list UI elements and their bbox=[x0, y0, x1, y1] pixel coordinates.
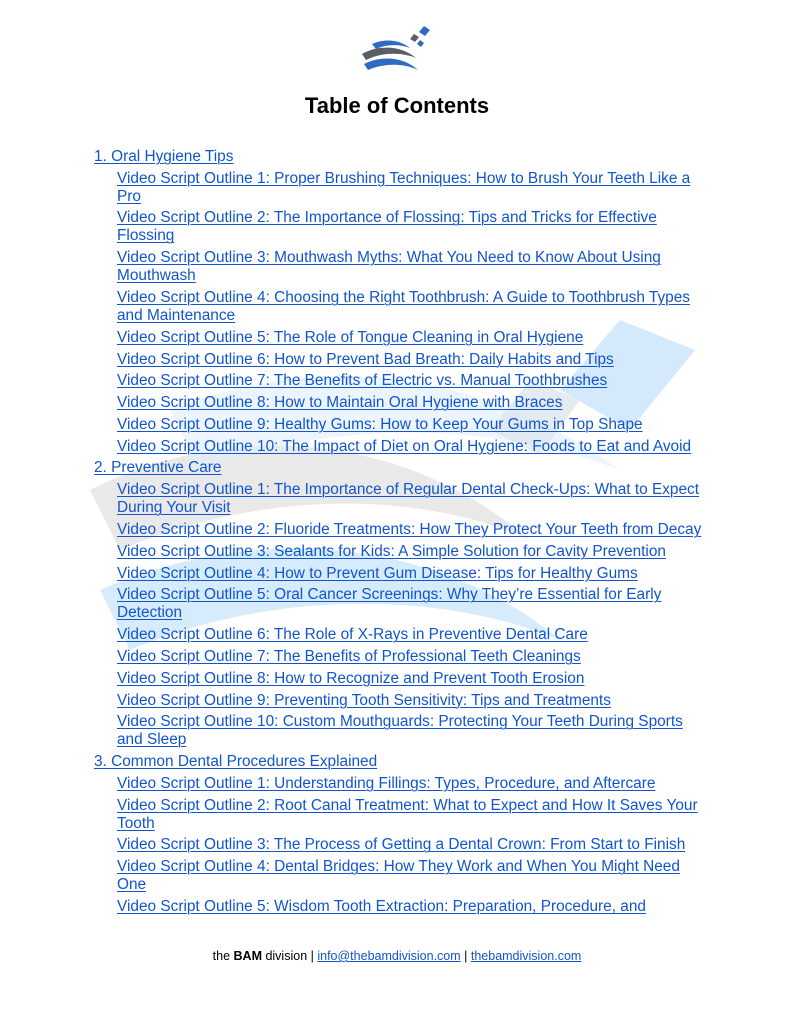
footer-brand-bold: BAM bbox=[233, 949, 262, 963]
toc-entry-link[interactable]: Video Script Outline 10: Custom Mouthguards: Protecting Your Teeth During Sports and Sleep bbox=[117, 713, 683, 749]
toc-entry-link[interactable]: Video Script Outline 6: How to Prevent Bad Breath: Daily Habits and Tips bbox=[117, 350, 614, 368]
toc-section-oral-hygiene bbox=[94, 146, 709, 458]
toc-entry-link[interactable]: Video Script Outline 2: Fluoride Treatments: How They Protect Your Teeth from Decay bbox=[117, 521, 702, 539]
toc-entry bbox=[94, 370, 709, 392]
toc-entry bbox=[94, 519, 709, 541]
toc-entry bbox=[94, 327, 709, 349]
toc-entry-link[interactable]: Video Script Outline 1: Proper Brushing Techniques: How to Brush Your Teeth Like a Pro bbox=[117, 169, 691, 205]
toc-section-preventive-care bbox=[94, 458, 709, 752]
toc-entry-link[interactable]: Video Script Outline 5: Wisdom Tooth Extraction: Preparation, Procedure, and bbox=[117, 897, 646, 915]
toc-entry bbox=[94, 624, 709, 646]
footer-prefix: the bbox=[212, 949, 234, 963]
toc-entry-link[interactable]: Video Script Outline 4: How to Prevent Gum Disease: Tips for Healthy Gums bbox=[117, 564, 638, 582]
toc-entry-link[interactable]: Video Script Outline 9: Healthy Gums: How to Keep Your Gums in Top Shape bbox=[117, 415, 643, 433]
footer-separator: | bbox=[460, 949, 471, 963]
bam-logo-icon bbox=[358, 24, 436, 76]
toc-entry bbox=[94, 773, 709, 795]
toc-entry bbox=[94, 436, 709, 458]
toc-entry-link[interactable]: Video Script Outline 3: Sealants for Kids: A Simple Solution for Cavity Prevention bbox=[117, 542, 666, 560]
toc-entry bbox=[94, 168, 709, 208]
toc-entry-link[interactable]: Video Script Outline 3: The Process of Getting a Dental Crown: From Start to Finish bbox=[117, 836, 686, 854]
toc-entry-link[interactable]: Video Script Outline 9: Preventing Tooth Sensitivity: Tips and Treatments bbox=[117, 691, 611, 709]
toc-entry-link[interactable]: Video Script Outline 2: The Importance of Flossing: Tips and Tricks for Effective Flossing bbox=[117, 209, 657, 245]
toc-entry bbox=[94, 690, 709, 712]
toc-entry bbox=[94, 856, 709, 896]
footer-brand-rest: division | bbox=[261, 949, 318, 963]
toc-entry bbox=[94, 479, 709, 519]
toc-entry-link[interactable]: Video Script Outline 4: Choosing the Right Toothbrush: A Guide to Toothbrush Types and Maintenance bbox=[117, 289, 690, 325]
toc-entry bbox=[94, 414, 709, 436]
toc-entry bbox=[94, 208, 709, 248]
toc-entry-link[interactable]: Video Script Outline 8: How to Recognize and Prevent Tooth Erosion bbox=[117, 669, 585, 687]
toc-entry bbox=[94, 711, 709, 751]
toc-entry bbox=[94, 247, 709, 287]
table-of-contents bbox=[94, 146, 709, 918]
toc-entry bbox=[94, 585, 709, 625]
toc-section-link[interactable]: 2. Preventive Care bbox=[94, 459, 222, 477]
toc-entry-link[interactable]: Video Script Outline 10: The Impact of Diet on Oral Hygiene: Foods to Eat and Avoid bbox=[117, 437, 692, 455]
toc-entry-link[interactable]: Video Script Outline 4: Dental Bridges: How They Work and When You Might Need One bbox=[117, 858, 680, 894]
toc-entry-link[interactable]: Video Script Outline 1: The Importance of Regular Dental Check-Ups: What to Expect During Your Visit bbox=[117, 481, 699, 517]
toc-entry-link[interactable]: Video Script Outline 2: Root Canal Treatment: What to Expect and How It Saves Your Tooth bbox=[117, 796, 698, 832]
toc-section-link[interactable]: 1. Oral Hygiene Tips bbox=[94, 147, 234, 165]
toc-entry-link[interactable]: Video Script Outline 3: Mouthwash Myths: What You Need to Know About Using Mouthwash bbox=[117, 249, 661, 285]
toc-entry-link[interactable]: Video Script Outline 5: Oral Cancer Screenings: Why They’re Essential for Early Detection bbox=[117, 586, 662, 622]
toc-entry-link[interactable]: Video Script Outline 7: The Benefits of Electric vs. Manual Toothbrushes bbox=[117, 372, 608, 390]
toc-entry bbox=[94, 668, 709, 690]
toc-entry-link[interactable]: Video Script Outline 1: Understanding Fillings: Types, Procedure, and Aftercare bbox=[117, 774, 656, 792]
toc-entry bbox=[94, 563, 709, 585]
toc-entry bbox=[94, 646, 709, 668]
footer-website-link[interactable]: thebamdivision.com bbox=[470, 949, 582, 963]
footer-email-link[interactable]: info@thebamdivision.com bbox=[317, 949, 461, 963]
toc-entry bbox=[94, 835, 709, 857]
toc-section-dental-procedures bbox=[94, 751, 709, 918]
toc-entry bbox=[94, 392, 709, 414]
toc-entry bbox=[94, 795, 709, 835]
toc-entry-link[interactable]: Video Script Outline 8: How to Maintain Oral Hygiene with Braces bbox=[117, 394, 563, 412]
toc-entry bbox=[94, 896, 709, 918]
toc-entry-link[interactable]: Video Script Outline 5: The Role of Tongue Cleaning in Oral Hygiene bbox=[117, 328, 584, 346]
page-title: Table of Contents bbox=[304, 93, 490, 118]
toc-entry-link[interactable]: Video Script Outline 7: The Benefits of Professional Teeth Cleanings bbox=[117, 647, 581, 665]
toc-entry-link[interactable]: Video Script Outline 6: The Role of X-Rays in Preventive Dental Care bbox=[117, 626, 588, 644]
toc-entry bbox=[94, 287, 709, 327]
toc-entry bbox=[94, 349, 709, 371]
toc-entry bbox=[94, 541, 709, 563]
page-footer bbox=[0, 948, 794, 964]
toc-section-link[interactable]: 3. Common Dental Procedures Explained bbox=[94, 753, 378, 771]
